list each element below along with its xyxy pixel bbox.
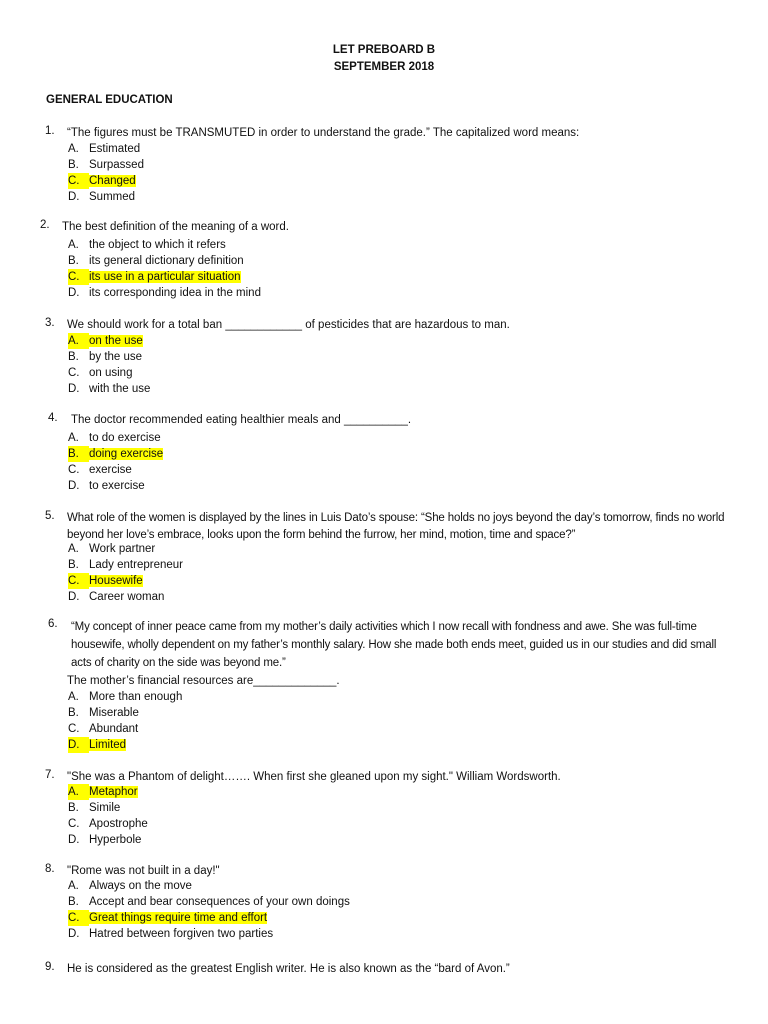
option-b[interactable]: B. Miserable	[68, 707, 139, 719]
option-d[interactable]: D. to exercise	[68, 480, 145, 492]
option-d[interactable]: D. Hatred between forgiven two parties	[68, 928, 274, 940]
option-d[interactable]: D. Hyperbole	[68, 834, 142, 846]
option-c[interactable]: C. exercise	[68, 464, 132, 476]
option-a[interactable]: A. to do exercise	[68, 432, 161, 444]
question-text: We should work for a total ban ____________ of pesticides that are hazardous to man.	[67, 319, 510, 331]
options-list	[68, 878, 350, 942]
option-b[interactable]: B. Lady entrepreneur	[68, 559, 183, 571]
question-number: 3.	[45, 317, 55, 329]
section-title: GENERAL EDUCATION	[46, 94, 173, 106]
options-list	[68, 430, 163, 494]
question-text: “The figures must be TRANSMUTED in order to understand the grade.” The capitalized word means:	[67, 127, 580, 139]
option-c-answer[interactable]: C. Great things require time and effort	[68, 912, 268, 924]
question-number: 7.	[45, 769, 55, 781]
option-c[interactable]: C. on using	[68, 367, 133, 379]
question-number: 4.	[48, 412, 58, 424]
question-number: 5.	[45, 510, 55, 522]
options-list	[68, 333, 150, 397]
option-b[interactable]: B. Accept and bear consequences of your own doings	[68, 896, 350, 908]
options-list	[68, 141, 144, 205]
options-list	[68, 689, 182, 753]
option-b[interactable]: B. Simile	[68, 802, 121, 814]
question-number: 1.	[45, 125, 55, 137]
option-d[interactable]: D. Summed	[68, 191, 136, 203]
question-text: "She was a Phantom of delight……. When first she gleaned upon my sight." William Wordsworth.	[67, 771, 561, 783]
question-number: 6.	[48, 618, 58, 630]
question-text: The doctor recommended eating healthier meals and __________.	[71, 414, 412, 426]
option-a-answer[interactable]: A. on the use	[68, 335, 143, 347]
option-c-answer[interactable]: C. Housewife	[68, 575, 143, 587]
page-header	[0, 42, 768, 76]
option-c[interactable]: C. Apostrophe	[68, 818, 148, 830]
question-number: 2.	[40, 219, 50, 231]
option-b[interactable]: B. by the use	[68, 351, 143, 363]
question-number: 9.	[45, 961, 55, 973]
exam-title: LET PREBOARD B	[332, 44, 436, 56]
question-text: The best definition of the meaning of a word.	[62, 221, 289, 233]
option-a-answer[interactable]: A. Metaphor	[68, 786, 138, 798]
option-a[interactable]: A. Always on the move	[68, 880, 192, 892]
option-d[interactable]: D. with the use	[68, 383, 151, 395]
option-a[interactable]: A. Estimated	[68, 143, 141, 155]
option-b[interactable]: B. its general dictionary definition	[68, 255, 244, 267]
option-d[interactable]: D. its corresponding idea in the mind	[68, 287, 261, 299]
question-text: “My concept of inner peace came from my mother’s daily activities which I now recall with fondness and awe. She was full-time housewife, wholly dependent on my father’s monthly salary. How she made both ends meet, guided us in our studies and did small acts of charity on the side was beyond me.”	[71, 621, 717, 669]
option-a[interactable]: A. Work partner	[68, 543, 156, 555]
option-d[interactable]: D. Career woman	[68, 591, 165, 603]
option-c-answer[interactable]: C. its use in a particular situation	[68, 271, 241, 283]
question-number: 8.	[45, 863, 55, 875]
options-list	[68, 541, 183, 605]
option-b[interactable]: B. Surpassed	[68, 159, 144, 171]
option-a[interactable]: A. the object to which it refers	[68, 239, 226, 251]
options-list	[68, 237, 261, 301]
option-a[interactable]: A. More than enough	[68, 691, 183, 703]
question-text: What role of the women is displayed by the lines in Luis Dato’s spouse: “She holds no joys beyond the day’s tomorrow, finds no world beyond her love’s embrace, looks upon the form behind the furrow, her mind, motion, time and space?”	[67, 512, 725, 541]
question-text: He is considered as the greatest English writer. He is also known as the “bard of Avon.”	[67, 963, 510, 975]
option-c[interactable]: C. Abundant	[68, 723, 139, 735]
exam-date: SEPTEMBER 2018	[333, 61, 435, 73]
option-d-answer[interactable]: D. Limited	[68, 739, 127, 751]
option-c-answer[interactable]: C. Changed	[68, 175, 136, 187]
options-list	[68, 784, 148, 848]
question-text: "Rome was not built in a day!"	[67, 865, 220, 877]
option-b-answer[interactable]: B. doing exercise	[68, 448, 164, 460]
question-stem: The mother’s financial resources are_____________.	[67, 675, 340, 687]
